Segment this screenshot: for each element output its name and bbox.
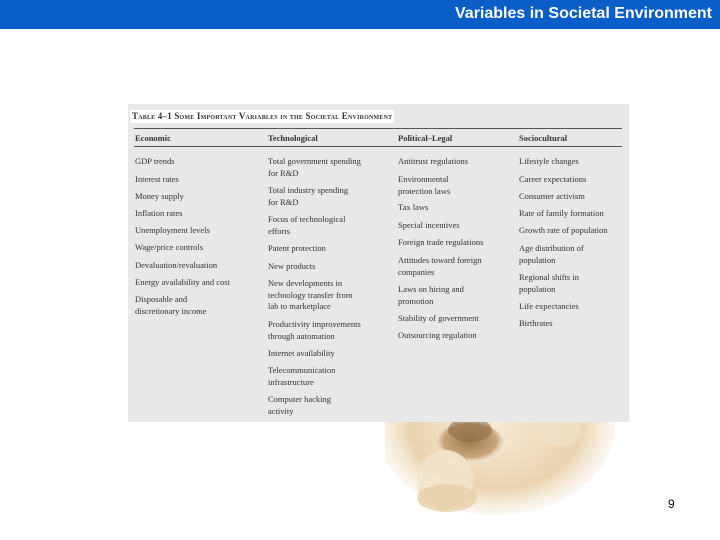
economic-item: Unemployment levels (135, 225, 210, 235)
technological-item: New developments in technology transfer from lab to marketplace (268, 278, 353, 311)
sociocultural-item: Career expectations (519, 174, 587, 184)
economic-item: Disposable and discretionary income (135, 294, 207, 316)
political-legal-item: Outsourcing regulation (398, 330, 477, 340)
table-header-rule (134, 146, 622, 147)
sociocultural-item: Growth rate of population (519, 225, 608, 235)
technological-item: Total government spending for R&D (268, 156, 361, 178)
slide-title: Variables in Societal Environment (455, 5, 712, 22)
economic-item: Wage/price controls (135, 242, 203, 252)
political-legal-item: Stability of government (398, 313, 479, 323)
sociocultural-item: Life expectancies (519, 301, 579, 311)
economic-item: Energy availability and cost (135, 277, 230, 287)
column-header-sociocultural: Sociocultural (519, 133, 568, 143)
sociocultural-item: Lifestyle changes (519, 156, 579, 166)
political-legal-item: Laws on hiring and promotion (398, 284, 464, 306)
column-header-technological: Technological (268, 133, 318, 143)
economic-item: Interest rates (135, 174, 179, 184)
political-legal-item: Environmental protection laws (398, 174, 451, 196)
technological-item: Productivity improvements through automation (268, 319, 361, 341)
sociocultural-item: Regional shifts in population (519, 272, 579, 294)
page-number: 9 (668, 497, 675, 511)
table-caption: Table 4–1 Some Important Variables in the Societal Environment (132, 111, 393, 121)
political-legal-item: Special incentives (398, 220, 460, 230)
technological-item: Internet availability (268, 348, 335, 358)
political-legal-item: Antitrust regulations (398, 156, 469, 166)
economic-item: GDP trends (135, 156, 175, 166)
sociocultural-item: Rate of family formation (519, 208, 604, 218)
technological-item: Focus of technological efforts (268, 214, 346, 236)
technological-item: Total industry spending for R&D (268, 185, 349, 207)
table-top-rule (134, 128, 622, 129)
sociocultural-item: Birthrates (519, 318, 553, 328)
variables-table (128, 104, 629, 422)
sociocultural-item: Age distribution of population (519, 243, 584, 265)
title-bar (0, 0, 720, 29)
political-legal-item: Foreign trade regulations (398, 237, 484, 247)
technological-item: Telecommunication infrastructure (268, 365, 336, 387)
technological-item: New products (268, 261, 316, 271)
technological-item: Patent protection (268, 243, 326, 253)
economic-item: Devaluation/revaluation (135, 260, 218, 270)
technological-item: Computer hacking activity (268, 394, 332, 416)
column-header-economic: Economic (135, 133, 171, 143)
economic-item: Money supply (135, 191, 184, 201)
political-legal-item: Tax laws (398, 202, 429, 212)
sociocultural-item: Consumer activism (519, 191, 585, 201)
economic-item: Inflation rates (135, 208, 183, 218)
political-legal-item: Attitudes toward foreign companies (398, 255, 482, 277)
column-header-political-legal: Political–Legal (398, 133, 453, 143)
